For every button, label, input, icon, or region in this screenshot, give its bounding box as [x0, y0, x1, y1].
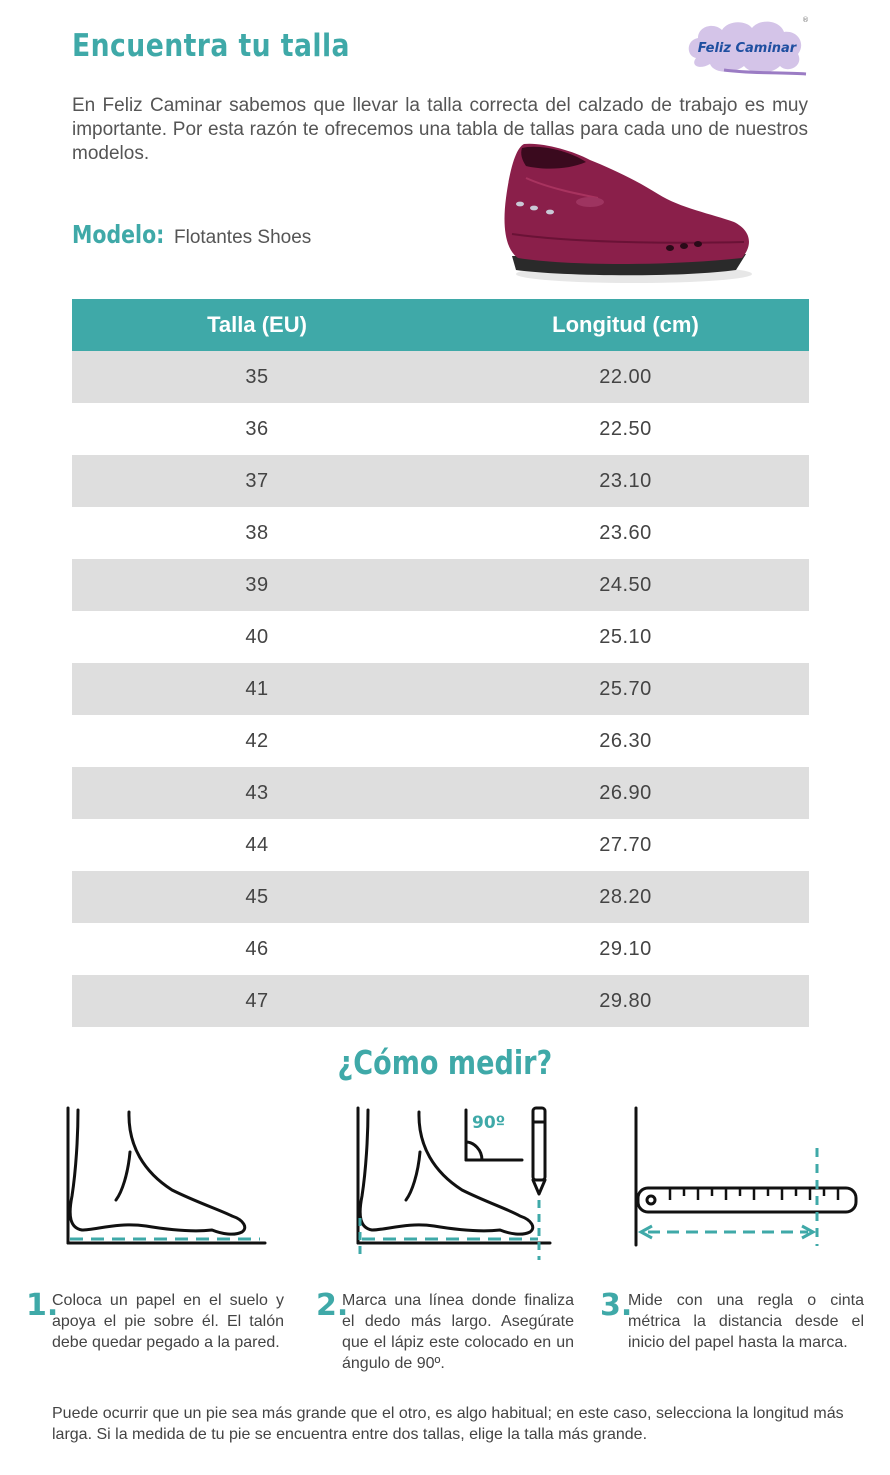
length-cell: 24.50 — [599, 573, 652, 596]
foot-against-wall-icon — [62, 1100, 272, 1260]
table-row — [72, 871, 809, 923]
foot-pencil-mark-icon — [352, 1100, 562, 1260]
footnote: Puede ocurrir que un pie sea más grande que el otro, es algo habitual; en este caso, selecciona la longitud más larga. Si la medida de tu pie se encuentra entre dos tallas, elige la talla más grande. — [52, 1405, 844, 1443]
table-row — [72, 663, 809, 715]
length-cell: 23.60 — [599, 521, 652, 544]
length-cell: 29.80 — [599, 989, 652, 1012]
shoe-image — [498, 138, 754, 288]
length-cell: 26.30 — [599, 729, 652, 752]
length-cell: 26.90 — [599, 781, 652, 804]
registered-mark: ® — [802, 16, 809, 24]
step-3-number: 3. — [600, 1288, 633, 1323]
size-table — [72, 299, 809, 1027]
step-2-number: 2. — [316, 1288, 349, 1323]
model-label: Modelo: — [72, 220, 165, 249]
how-to-measure-title: ¿Cómo medir? — [337, 1043, 553, 1082]
length-cell: 25.70 — [599, 677, 652, 700]
feliz-caminar-logo — [684, 14, 810, 80]
size-cell: 47 — [245, 989, 269, 1012]
table-row — [72, 403, 809, 455]
size-cell: 45 — [245, 885, 269, 908]
table-row — [72, 455, 809, 507]
header-size: Talla (EU) — [207, 312, 307, 337]
size-cell: 36 — [245, 417, 269, 440]
header-length: Longitud (cm) — [552, 312, 699, 337]
page-title: Encuentra tu talla — [72, 28, 350, 64]
size-cell: 43 — [245, 781, 269, 804]
step-1-number: 1. — [26, 1288, 59, 1323]
size-cell: 39 — [245, 573, 269, 596]
length-cell: 22.50 — [599, 417, 652, 440]
table-row — [72, 975, 809, 1027]
length-cell: 27.70 — [599, 833, 652, 856]
table-row — [72, 507, 809, 559]
model-value: Flotantes Shoes — [174, 227, 312, 248]
intro-paragraph: En Feliz Caminar sabemos que llevar la talla correcta del calzado de trabajo es muy importante. Por esta razón te ofrecemos una tabla de tallas para cada uno de nuestros modelos. — [72, 95, 808, 164]
size-cell: 41 — [245, 677, 269, 700]
table-row — [72, 923, 809, 975]
table-row — [72, 559, 809, 611]
size-cell: 35 — [245, 365, 269, 388]
length-cell: 28.20 — [599, 885, 652, 908]
table-row — [72, 611, 809, 663]
table-row — [72, 819, 809, 871]
step-2-text: Marca una línea donde finaliza el dedo más largo. Asegúrate que el lápiz este colocado en un ángulo de 90º. — [342, 1292, 574, 1372]
size-cell: 44 — [245, 833, 269, 856]
size-cell: 42 — [245, 729, 269, 752]
table-row — [72, 767, 809, 819]
length-cell: 29.10 — [599, 937, 652, 960]
length-cell: 23.10 — [599, 469, 652, 492]
length-cell: 25.10 — [599, 625, 652, 648]
step-1-text: Coloca un papel en el suelo y apoya el pie sobre él. El talón debe quedar pegado a la pared. — [52, 1292, 284, 1351]
size-cell: 37 — [245, 469, 269, 492]
table-row — [72, 715, 809, 767]
size-cell: 40 — [245, 625, 269, 648]
size-cell: 38 — [245, 521, 269, 544]
step-3-text: Mide con una regla o cinta métrica la distancia desde el inicio del papel hasta la marca. — [628, 1292, 864, 1351]
angle-label: 90º — [472, 1113, 506, 1133]
length-cell: 22.00 — [599, 365, 652, 388]
table-body — [72, 351, 809, 1027]
ruler-measure-icon — [630, 1100, 860, 1260]
logo-text: Feliz Caminar — [697, 41, 797, 56]
table-row — [72, 351, 809, 403]
table-header — [72, 299, 809, 351]
size-cell: 46 — [245, 937, 269, 960]
